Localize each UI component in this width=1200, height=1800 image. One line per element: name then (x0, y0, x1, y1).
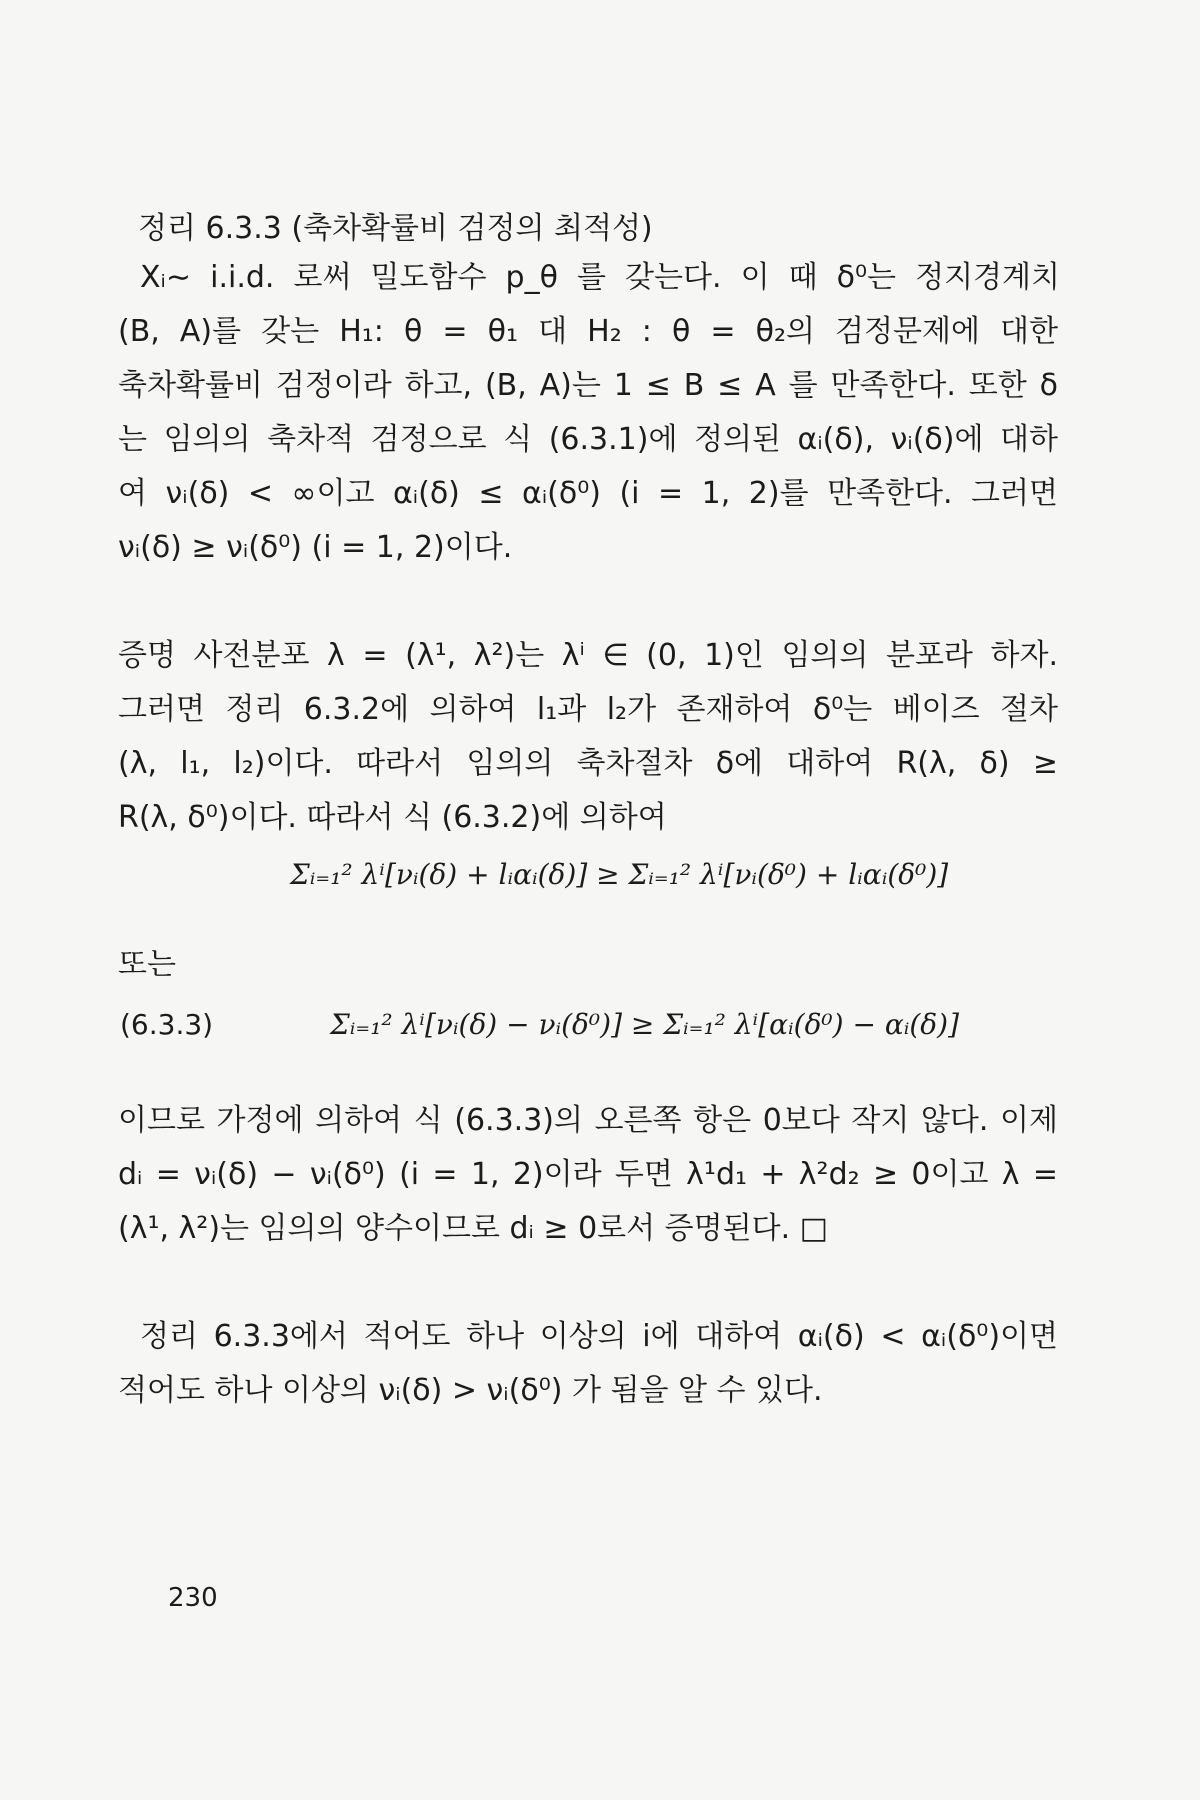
proof-after-line-3: (λ¹, λ²)는 임의의 양수이므로 dᵢ ≥ 0로서 증명된다. □ (118, 1211, 829, 1246)
proof-line-2: 그러면 정리 6.3.2에 의하여 l₁과 l₂가 존재하여 δ⁰는 베이즈 절차 (118, 692, 1058, 727)
proof-after-line-2: dᵢ = νᵢ(δ) − νᵢ(δ⁰) (i = 1, 2)이라 두면 λ¹d₁ + λ²d₂ ≥ 0이고 λ = (118, 1157, 1058, 1192)
proof-line-1: 증명 사전분포 λ = (λ¹, λ²)는 λⁱ ∈ (0, 1)인 임의의 분포라 하자. (118, 638, 1058, 673)
theorem-line-6: νᵢ(δ) ≥ νᵢ(δ⁰) (i = 1, 2)이다. (118, 530, 513, 565)
or-word: 또는 (118, 947, 176, 982)
theorem-line-3: 축차확률비 검정이라 하고, (B, A)는 1 ≤ B ≤ A 를 만족한다. 또한 δ (118, 368, 1058, 403)
proof-line-4: R(λ, δ⁰)이다. 따라서 식 (6.3.2)에 의하여 (118, 800, 667, 835)
theorem-line-2: (B, A)를 갖는 H₁: θ = θ₁ 대 H₂ : θ = θ₂의 검정문제에 대한 (118, 314, 1058, 349)
theorem-line-4: 는 임의의 축차적 검정으로 식 (6.3.1)에 정의된 αᵢ(δ), νᵢ(δ)에 대하 (118, 422, 1058, 457)
proof-line-3: (λ, l₁, l₂)이다. 따라서 임의의 축차절차 δ에 대하여 R(λ, δ) ≥ (118, 746, 1058, 781)
equation-1: Σᵢ₌₁² λⁱ[νᵢ(δ) + lᵢαᵢ(δ)] ≥ Σᵢ₌₁² λⁱ[νᵢ(δ⁰) + lᵢαᵢ(δ⁰)] (290, 858, 949, 891)
equation-number: (6.3.3) (120, 1008, 214, 1041)
proof-after-line-1: 이므로 가정에 의하여 식 (6.3.3)의 오른쪽 항은 0보다 작지 않다. 이제 (118, 1103, 1058, 1138)
remark-line-2: 적어도 하나 이상의 νᵢ(δ) > νᵢ(δ⁰) 가 됨을 알 수 있다. (118, 1373, 823, 1408)
theorem-line-1: Xᵢ∼ i.i.d. 로써 밀도함수 p_θ 를 갖는다. 이 때 δ⁰는 정지경계치 (140, 260, 1060, 295)
page-number: 230 (168, 1583, 218, 1613)
remark-line-1: 정리 6.3.3에서 적어도 하나 이상의 i에 대하여 αᵢ(δ) < αᵢ(δ⁰)이면 (140, 1319, 1058, 1354)
theorem-title: 정리 6.3.3 (축차확률비 검정의 최적성) (138, 211, 653, 246)
equation-2: Σᵢ₌₁² λⁱ[νᵢ(δ) − νᵢ(δ⁰)] ≥ Σᵢ₌₁² λⁱ[αᵢ(δ⁰) − αᵢ(δ)] (330, 1008, 960, 1041)
theorem-line-5: 여 νᵢ(δ) < ∞이고 αᵢ(δ) ≤ αᵢ(δ⁰) (i = 1, 2)를 만족한다. 그러면 (118, 476, 1058, 511)
